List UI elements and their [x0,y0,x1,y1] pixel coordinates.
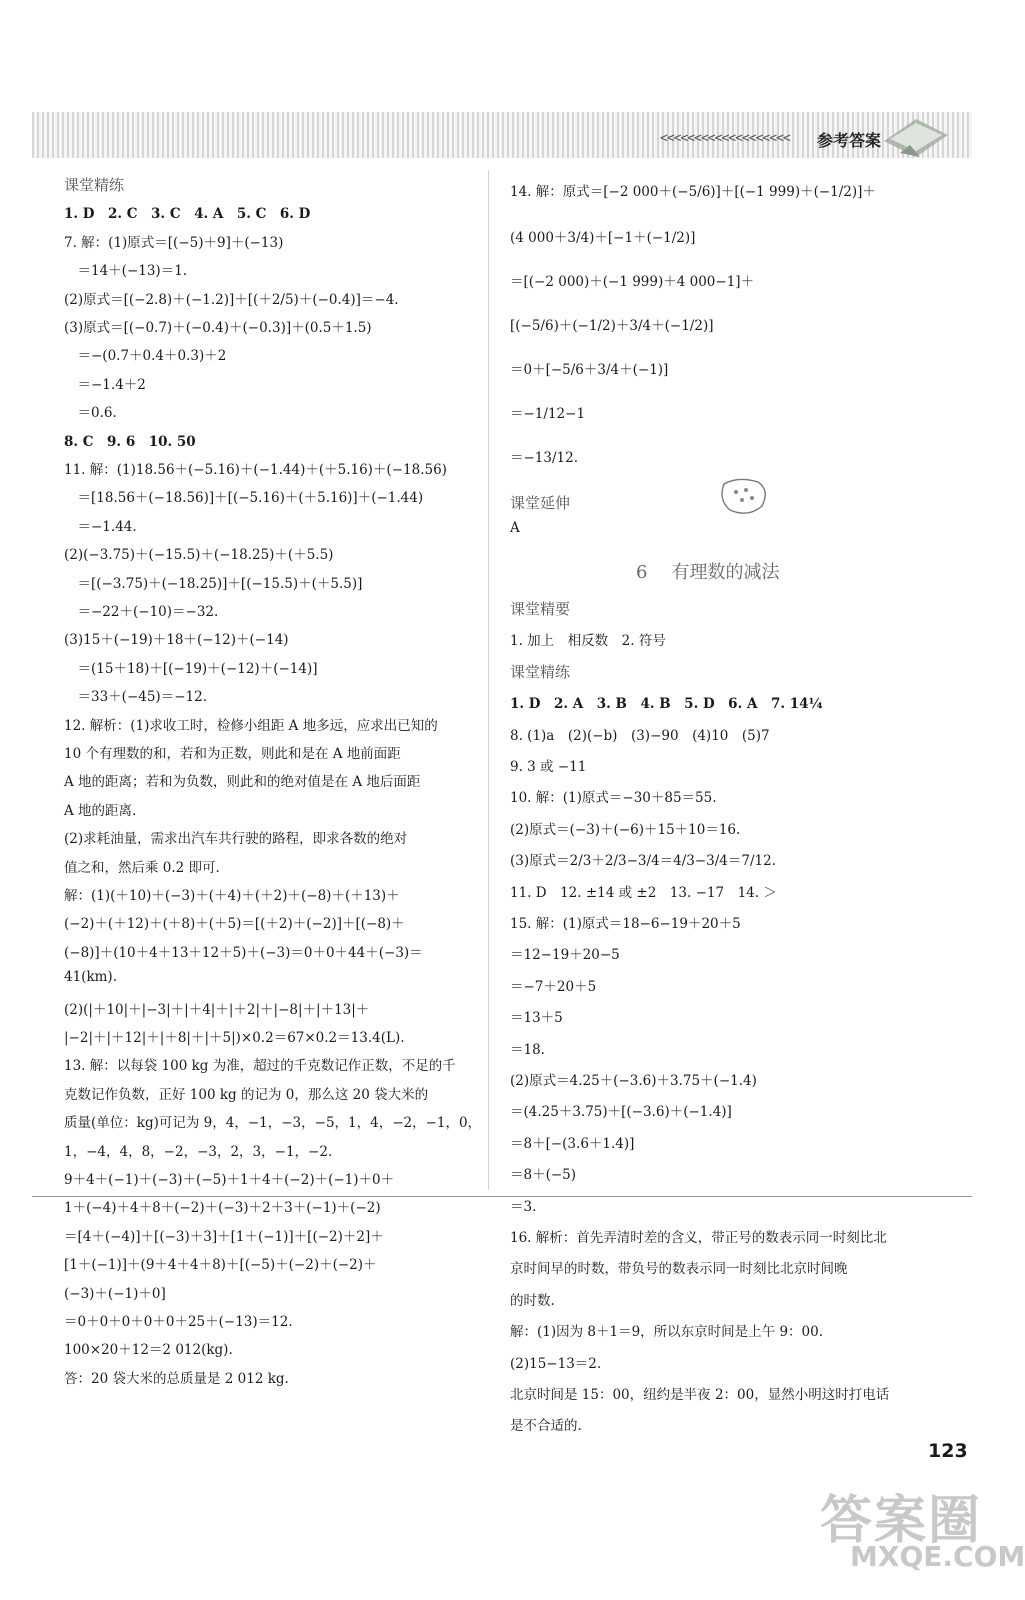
text-line: 41(km). [64,969,117,986]
text-line: ＝−1.4＋2 [64,376,146,393]
watermark-logo: 答案圈 [820,1491,983,1551]
text-line: 的时数. [510,1292,555,1309]
text-line: 解：(1)(＋10)＋(−3)＋(＋4)＋(＋2)＋(−8)＋(＋13)＋ [64,888,400,904]
text-line: |−2|＋|＋12|＋|＋8|＋|＋5|)×0.2＝67×0.2＝13.4(L). [64,1030,405,1046]
text-line: ＝0.6. [64,405,117,422]
text-line: 北京时间是 15：00，纽约是半夜 2：00，显然小明这时打电话 [510,1387,890,1403]
text-line: 是不合适的. [510,1418,582,1435]
text-line: (−3)＋(−1)＋0] [64,1285,166,1302]
text-line: (3)原式＝2/3＋2/3−3/4＝4/3−3/4＝7/12. [510,853,776,870]
text-line: ＝33＋(−45)＝−12. [64,689,207,706]
text-line: 15. 解：(1)原式＝18−6−19＋20＋5 [510,916,741,932]
text-line: ＝−1/12−1 [510,406,586,422]
watermark-url: MXQE.COM [850,1540,1025,1573]
text-line: (2)(−3.75)＋(−15.5)＋(−18.25)＋(＋5.5) [64,547,334,564]
text-line: (2)原式＝(−3)＋(−6)＋15＋10＝16. [510,821,741,838]
text-line: 克数记作负数，正好 100 kg 的记为 0，那么这 20 袋大米的 [64,1086,429,1103]
text-line: 12. 解析：(1)求收工时，检修小组距 A 地多远，应求出已知的 [64,717,438,734]
text-line: 解：(1)因为 8＋1＝9，所以东京时间是上午 9：00. [510,1324,824,1341]
text-line: (2)原式＝[(−2.8)＋(−1.2)]＋[(＋2/5)＋(−0.4)]＝−4. [64,291,399,308]
text-line: 课堂精要 [510,600,571,618]
text-line: 8. (1)a (2)(−b) (3)−90 (4)10 (5)7 [510,727,770,744]
text-line: ＝[(−2 000)＋(−1 999)＋4 000−1]＋ [510,274,755,290]
text-line: (3)原式＝[(−0.7)＋(−0.4)＋(−0.3)]＋(0.5＋1.5) [64,320,372,336]
text-line: 16. 解析：首先弄清时差的含义，带正号的数表示同一时刻比北 [510,1230,887,1246]
section-heading [636,558,779,584]
text-line: 1. 加上 相反数 2. 符号 [510,633,666,650]
text-line: [1＋(−1)]＋(9＋4＋4＋8)＋[(−5)＋(−2)＋(−2)＋ [64,1257,377,1274]
text-line: 课堂精练 [64,176,125,194]
text-line: ＝[18.56＋(−18.56)]＋[(−5.16)＋(＋5.16)]＋(−1.44) [64,490,424,507]
header-label: 参考答案 [817,131,882,150]
text-line: ＝14＋(−13)＝1. [64,263,188,280]
text-line: ＝−1.44. [64,518,137,535]
text-line: ＝8＋[−(3.6＋1.4)] [510,1135,635,1152]
text-line: 8. C 9. 6 10. 50 [64,433,196,450]
text-line: ＝[4＋(−4)]＋[(−3)＋3]＋[1＋(−1)]＋[(−2)＋2]＋ [64,1228,384,1245]
text-line: ＝(15＋18)＋[(−19)＋(−12)＋(−14)] [64,660,318,677]
text-line: ＝8＋(−5) [510,1167,577,1184]
text-line: (−2)＋(＋12)＋(＋8)＋(＋5)＝[(＋2)＋(−2)]＋[(−8)＋ [64,916,405,933]
text-line: 课堂精练 [510,662,571,681]
text-line: ＝−(0.7＋0.4＋0.3)＋2 [64,348,227,365]
text-line: (3)15＋(−19)＋18＋(−12)＋(−14) [64,632,289,649]
text-line: 11. 解：(1)18.56＋(−5.16)＋(−1.44)＋(＋5.16)＋(−18.56) [64,462,447,478]
text-line: 10 个有理数的和，若和为正数，则此和是在 A 地前面距 [64,746,401,762]
text-line: 值之和，然后乘 0.2 即可. [64,859,220,876]
text-line: A 地的距离；若和为负数，则此和的绝对值是在 A 地后面距 [64,774,421,791]
page-number: 123 [928,1440,968,1462]
column-separator [488,170,489,1190]
text-line: ＝(4.25＋3.75)＋[(−3.6)＋(−1.4)] [510,1104,732,1121]
text-line: (2)15−13＝2. [510,1355,602,1372]
section-number: 6 [636,562,648,583]
text-line: 答：20 袋大米的总质量是 2 012 kg. [64,1370,289,1387]
text-line: 7. 解：(1)原式＝[(−5)＋9]＋(−13) [64,234,284,251]
text-line: (2)(|＋10|＋|−3|＋|＋4|＋|＋2|＋|−8|＋|＋13|＋ [64,1001,370,1018]
header-chevrons: <<<<<<<<<<<<<<<<<<< [660,131,790,146]
text-line: (4 000＋3/4)＋[−1＋(−1/2)] [510,230,696,246]
text-line: ＝18. [510,1041,545,1058]
text-line: 1. D 2. C 3. C 4. A 5. C 6. D [64,206,311,223]
text-line: 1＋(−4)＋4＋8＋(−2)＋(−3)＋2＋3＋(−1)＋(−2) [64,1200,381,1217]
text-line: 9. 3 或 −11 [510,759,587,775]
text-line: 13. 解：以每袋 100 kg 为准，超过的千克数记作正数，不足的千 [64,1058,456,1075]
text-line: [(−5/6)＋(−1/2)＋3/4＋(−1/2)] [510,318,714,334]
text-line: ＝12−19＋20−5 [510,947,620,964]
text-line: 100×20＋12＝2 012(kg). [64,1342,233,1359]
text-line: 京时间早的时数，带负号的数表示同一时刻比北京时间晚 [510,1261,848,1278]
text-line: ＝0＋[−5/6＋3/4＋(−1)] [510,362,669,378]
text-line: 9＋4＋(−1)＋(−3)＋(−5)＋1＋4＋(−2)＋(−1)＋0＋ [64,1172,395,1188]
book-decoration-icon [880,113,952,161]
section-title: 有理数的减法 [671,562,780,583]
text-line: A 地的距离. [64,802,137,819]
text-line: ＝0＋0＋0＋0＋0＋25＋(−13)＝12. [64,1314,293,1330]
text-line: 1，−4，4，8，−2，−3，2，3，−1，−2. [64,1143,333,1160]
text-line: ＝−22＋(−10)＝−32. [64,604,219,620]
text-line: ＝3. [510,1198,537,1215]
text-line: ＝13＋5 [510,1010,563,1027]
bottom-divider [32,1196,972,1197]
stamp-icon [718,476,770,518]
text-line: (−8)]＋(10＋4＋13＋12＋5)＋(−3)＝0＋0＋44＋(−3)＝ [64,944,423,961]
text-line: 1. D 2. A 3. B 4. B 5. D 6. A 7. 14¼ [510,696,823,713]
text-line: ＝[(−3.75)＋(−18.25)]＋[(−15.5)＋(＋5.5)] [64,575,363,592]
text-line: 10. 解：(1)原式＝−30＋85＝55. [510,790,717,807]
text-line: ＝−7＋20＋5 [510,978,597,995]
text-line: (2)求耗油量，需求出汽车共行驶的路程，即求各数的绝对 [64,831,408,848]
text-line: 课堂延伸 [510,494,571,512]
text-line: 质量(单位：kg)可记为 9，4，−1，−3，−5，1，4，−2，−1，0， [64,1115,482,1132]
text-line: A [510,520,520,536]
text-line: ＝−13/12. [510,450,579,466]
text-line: 14. 解：原式＝[−2 000＋(−5/6)]＋[(−1 999)＋(−1/2)]＋ [510,184,876,200]
text-line: 11. D 12. ±14 或 ±2 13. −17 14. ＞ [510,884,777,901]
text-line: (2)原式＝4.25＋(−3.6)＋3.75＋(−1.4) [510,1073,757,1089]
